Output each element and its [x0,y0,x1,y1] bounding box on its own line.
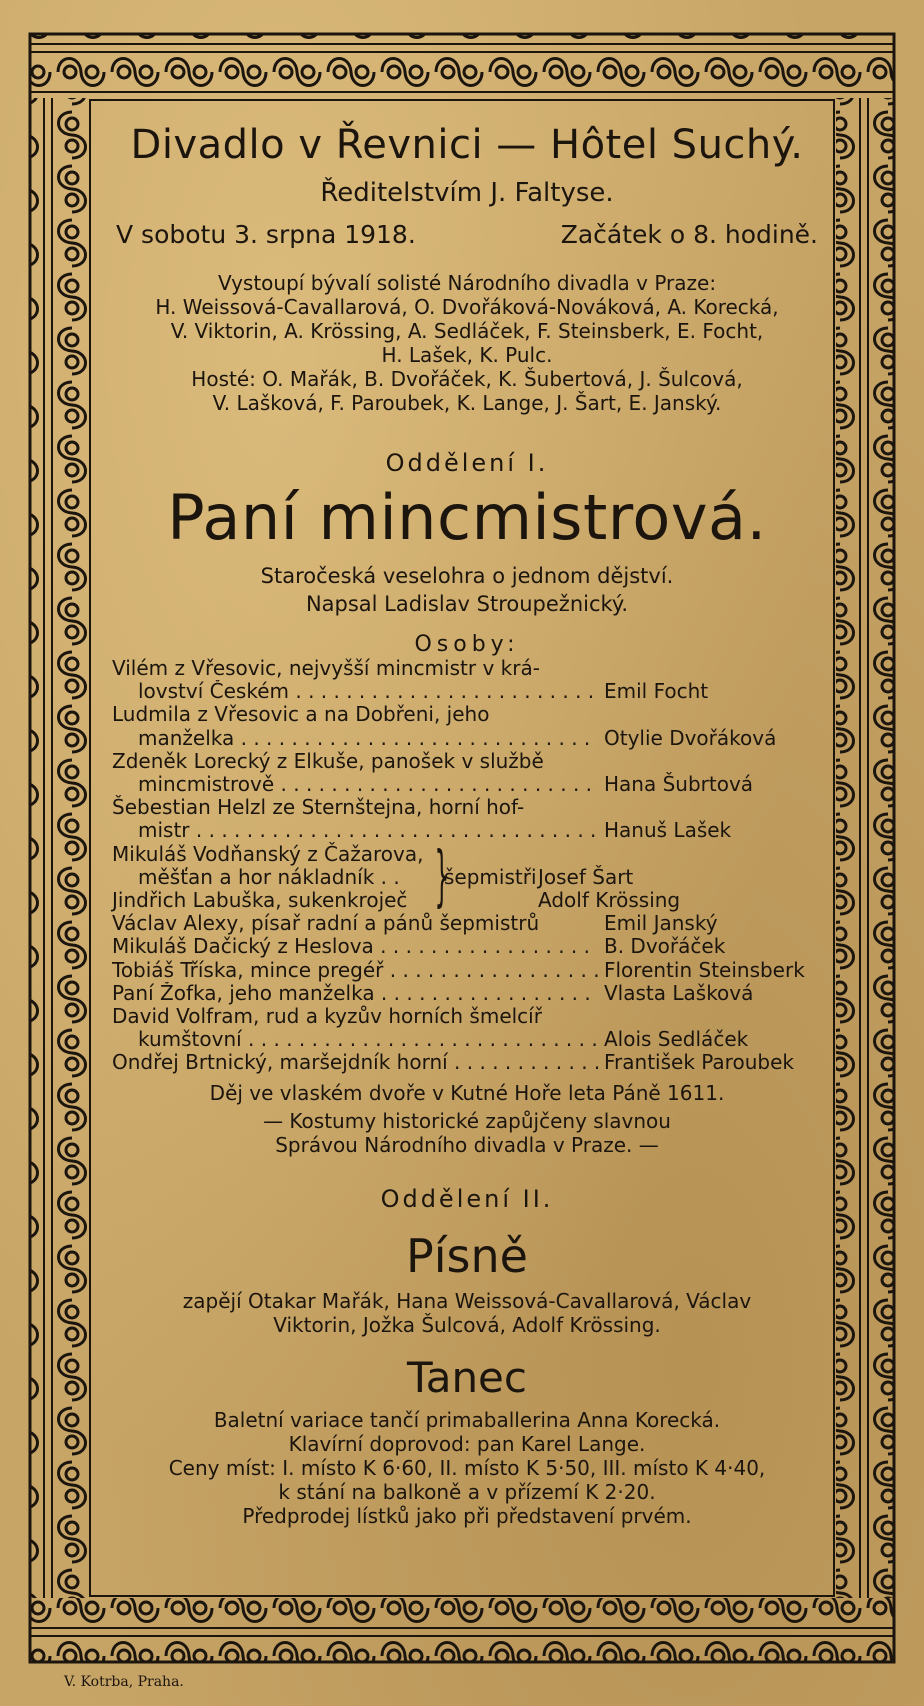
actor-name: František Paroubek [604,1050,794,1075]
cast-entry [112,657,822,703]
intro-line: H. Weissová-Cavallarová, O. Dvořáková-Nováková, A. Korecká, [155,295,779,319]
direction-line: Ředitelstvím J. Faltyse. [320,178,614,208]
role-name-cont: mistr . . . [138,819,598,842]
performance-date: V sobotu 3. srpna 1918. [116,220,416,249]
role-name-cont: kumštovní . . . [138,1028,598,1051]
start-time: Začátek o 8. hodině. [560,220,818,249]
role-name: Šebestian Helzl ze Sternštejna, horní hof- [112,795,525,820]
intro-line: H. Lašek, K. Pulc. [381,343,553,367]
intro-line: Vystoupí bývalí solisté Národního divadla v Praze: [217,271,717,295]
role-name: Vilém z Vřesovic, nejvyšší mincmistr v krá- [112,656,540,680]
presale-line: Předprodej lístků jako při představení prvém. [242,1503,692,1528]
role-name: Mikuláš Vodňanský z Čažarova, [112,841,424,866]
prices-line: k stání na balkoně a v přízemí K 2·20. [278,1479,656,1504]
role-name: Paní Žofka, jeho manželka . . . [112,982,598,1005]
dance-line: Baletní variace tančí primaballerina Anna Korecká. [213,1407,721,1432]
actor-name: Josef Šart [538,864,634,889]
brace-icon: } [434,836,450,914]
songs-title: Písně [406,1228,528,1283]
actor-name: B. Dvořáček [604,934,726,959]
play-title: Paní mincmistrová. [167,481,767,554]
costumes-note [112,1109,822,1157]
role-name-cont: manželka . . . [138,727,598,750]
cast-entry [112,935,822,958]
actor-name: Otylie Dvořáková [604,725,777,750]
costumes-line: Správou Národního divadla v Praze. — [275,1132,659,1157]
play-setting: Děj ve vlaském dvoře v Kutné Hoře leta Páně 1611. [209,1080,725,1105]
cast-entry [112,1005,822,1051]
costumes-line: — Kostumy historické zapůjčeny slavnou [263,1108,671,1133]
dance-details [112,1408,822,1528]
group-label: šepmistři [444,864,537,889]
play-genre: Staročeská veselohra o jednom dějství. [260,564,674,588]
role-name: David Volfram, rud a kyzův horních šmelcíř [112,1004,542,1029]
role-name: Mikuláš Dačický z Heslova . . . [112,935,598,958]
performers-intro [112,271,822,415]
guests-line: V. Lašková, F. Paroubek, K. Lange, J. Šart, E. Janský. [212,391,722,415]
role-name: Jindřich Labuška, sukenkroječ [112,888,408,913]
intro-line: V. Viktorin, A. Krössing, A. Sedláček, F. Steinsberk, E. Focht, [170,319,764,343]
prices-line: Ceny míst: I. místo K 6·60, II. místo K 5·50, III. místo K 4·40, [168,1455,766,1480]
cast-entry [112,796,822,842]
actor-name: Hanuš Lašek [604,818,732,843]
accompaniment-line: Klavírní doprovod: pan Karel Lange. [288,1431,646,1456]
actor-name: Vlasta Lašková [604,980,754,1005]
actor-name: Emil Janský [604,911,718,936]
singers [112,1289,822,1337]
poster-content [112,112,822,1592]
play-description [112,562,822,618]
cast-entry [112,703,822,749]
cast-entry [112,750,822,796]
role-name: měšťan a hor nákladník . . [138,864,400,889]
actor-name: Florentin Steinsberk [604,957,805,982]
role-name: Zdeněk Lorecký z Elkuše, panošek v službě [112,748,544,773]
role-name-cont: mincmistrově . . . [138,773,598,796]
singers-line: zapějí Otakar Mařák, Hana Weissová-Cavallarová, Václav [182,1288,752,1313]
persons-heading: Osoby: [414,632,520,657]
cast-entry [112,959,822,982]
date-line [112,220,822,249]
role-name: Václav Alexy, písař radní a pánů šepmistrů [112,911,540,936]
role-name-cont: lovství Českém . . . [138,680,598,703]
cast-group-sepmistri [112,836,822,914]
role-name: Ondřej Brtnický, maršejdník horní . . . [112,1051,598,1074]
play-author: Napsal Ladislav Stroupežnický. [305,592,629,616]
actor-name: Adolf Krössing [538,888,681,913]
cast-entry [112,912,822,935]
printer-imprint: V. Kotrba, Praha. [64,1674,184,1690]
actor-name: Emil Focht [604,679,709,704]
cast-entry [112,1051,822,1074]
part-one-heading: Oddělení I. [385,449,549,477]
role-name: Ludmila z Vřesovic a na Dobřeni, jeho [112,702,490,727]
theatre-title: Divadlo v Řevnici — Hôtel Suchý. [130,122,804,168]
role-name: Tobiáš Tříska, mince pregéř . . . [112,959,598,982]
part-two-heading: Oddělení II. [380,1184,554,1213]
singers-line: Viktorin, Jožka Šulcová, Adolf Krössing. [273,1312,661,1337]
guests-line: Hosté: O. Mařák, B. Dvořáček, K. Šubertová, J. Šulcová, [191,367,743,391]
cast-entry [112,982,822,1005]
cast-list [112,657,822,1075]
dance-title: Tanec [407,1352,527,1402]
actor-name: Hana Šubrtová [604,772,754,797]
actor-name: Alois Sedláček [604,1027,749,1052]
